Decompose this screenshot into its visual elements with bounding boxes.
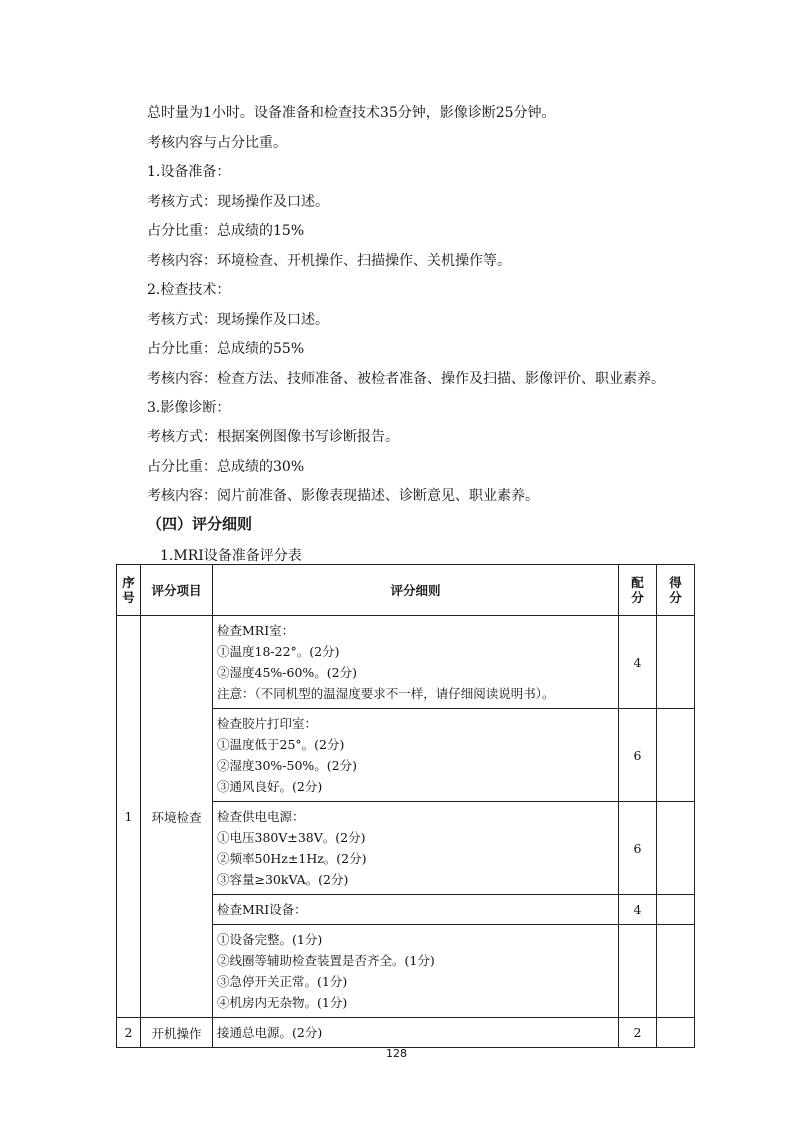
row-points xyxy=(619,925,657,1018)
row-number: 2 xyxy=(117,1018,141,1048)
paragraph: 考核内容：检查方法、技师准备、被检者准备、操作及扫描、影像评价、职业素养。 xyxy=(147,371,665,387)
header-no: 序 号 xyxy=(117,565,141,616)
row-points: 4 xyxy=(619,895,657,925)
paragraph: 2.检查技术： xyxy=(147,282,231,298)
table-header-row xyxy=(117,565,695,616)
row-detail: 检查MRI设备： xyxy=(213,895,619,925)
paragraph: 考核方式：现场操作及口述。 xyxy=(147,312,329,328)
row-score[interactable] xyxy=(657,802,695,895)
table-row xyxy=(117,1018,695,1048)
row-score[interactable] xyxy=(657,1018,695,1048)
row-score[interactable] xyxy=(657,616,695,709)
paragraph: 占分比重：总成绩的30% xyxy=(147,459,305,475)
table-row xyxy=(117,616,695,709)
row-detail: 检查胶片打印室： ①温度低于25°。(2分) ②湿度30%-50%。(2分) ③通风良好。(2分) xyxy=(213,709,619,802)
header-score: 得 分 xyxy=(657,565,695,616)
paragraph: 1.设备准备： xyxy=(147,164,231,180)
paragraph: 考核内容与占分比重。 xyxy=(147,135,287,151)
row-points: 2 xyxy=(619,1018,657,1048)
paragraph: 3.影像诊断： xyxy=(147,400,231,416)
row-points: 4 xyxy=(619,616,657,709)
paragraph: 总时量为1小时。设备准备和检查技术35分钟，影像诊断25分钟。 xyxy=(147,105,556,121)
paragraph: 考核方式：现场操作及口述。 xyxy=(147,194,329,210)
row-detail: 接通总电源。(2分) xyxy=(213,1018,619,1048)
scoring-table xyxy=(116,564,695,1048)
paragraph: 考核内容：环境检查、开机操作、扫描操作、关机操作等。 xyxy=(147,253,511,269)
paragraph: 考核内容：阅片前准备、影像表现描述、诊断意见、职业素养。 xyxy=(147,488,539,504)
row-detail: 检查MRI室： ①温度18-22°。(2分) ②湿度45%-60%。(2分) 注意：（不同机型的温湿度要求不一样，请仔细阅读说明书）。 xyxy=(213,616,619,709)
row-item: 开机操作 xyxy=(141,1018,213,1048)
paragraph: 占分比重：总成绩的55% xyxy=(147,341,305,357)
table-caption: 1.MRI设备准备评分表 xyxy=(160,548,302,564)
row-score[interactable] xyxy=(657,895,695,925)
paragraph: 考核方式：根据案例图像书写诊断报告。 xyxy=(147,429,399,445)
row-number: 1 xyxy=(117,616,141,1018)
page-number: 128 xyxy=(386,1047,407,1060)
section-heading: （四）评分细则 xyxy=(147,515,253,533)
paragraph: 占分比重：总成绩的15% xyxy=(147,223,305,239)
row-score[interactable] xyxy=(657,709,695,802)
header-detail: 评分细则 xyxy=(213,565,619,616)
header-item: 评分项目 xyxy=(141,565,213,616)
row-detail: ①设备完整。(1分) ②线圈等辅助检查装置是否齐全。(1分) ③急停开关正常。(1分) ④机房内无杂物。(1分) xyxy=(213,925,619,1018)
row-points: 6 xyxy=(619,802,657,895)
row-detail: 检查供电电源： ①电压380V±38V。(2分) ②频率50Hz±1Hz。(2分) ③容量≥30kVA。(2分) xyxy=(213,802,619,895)
row-item: 环境检查 xyxy=(141,616,213,1018)
row-points: 6 xyxy=(619,709,657,802)
header-points: 配 分 xyxy=(619,565,657,616)
row-score[interactable] xyxy=(657,925,695,1018)
